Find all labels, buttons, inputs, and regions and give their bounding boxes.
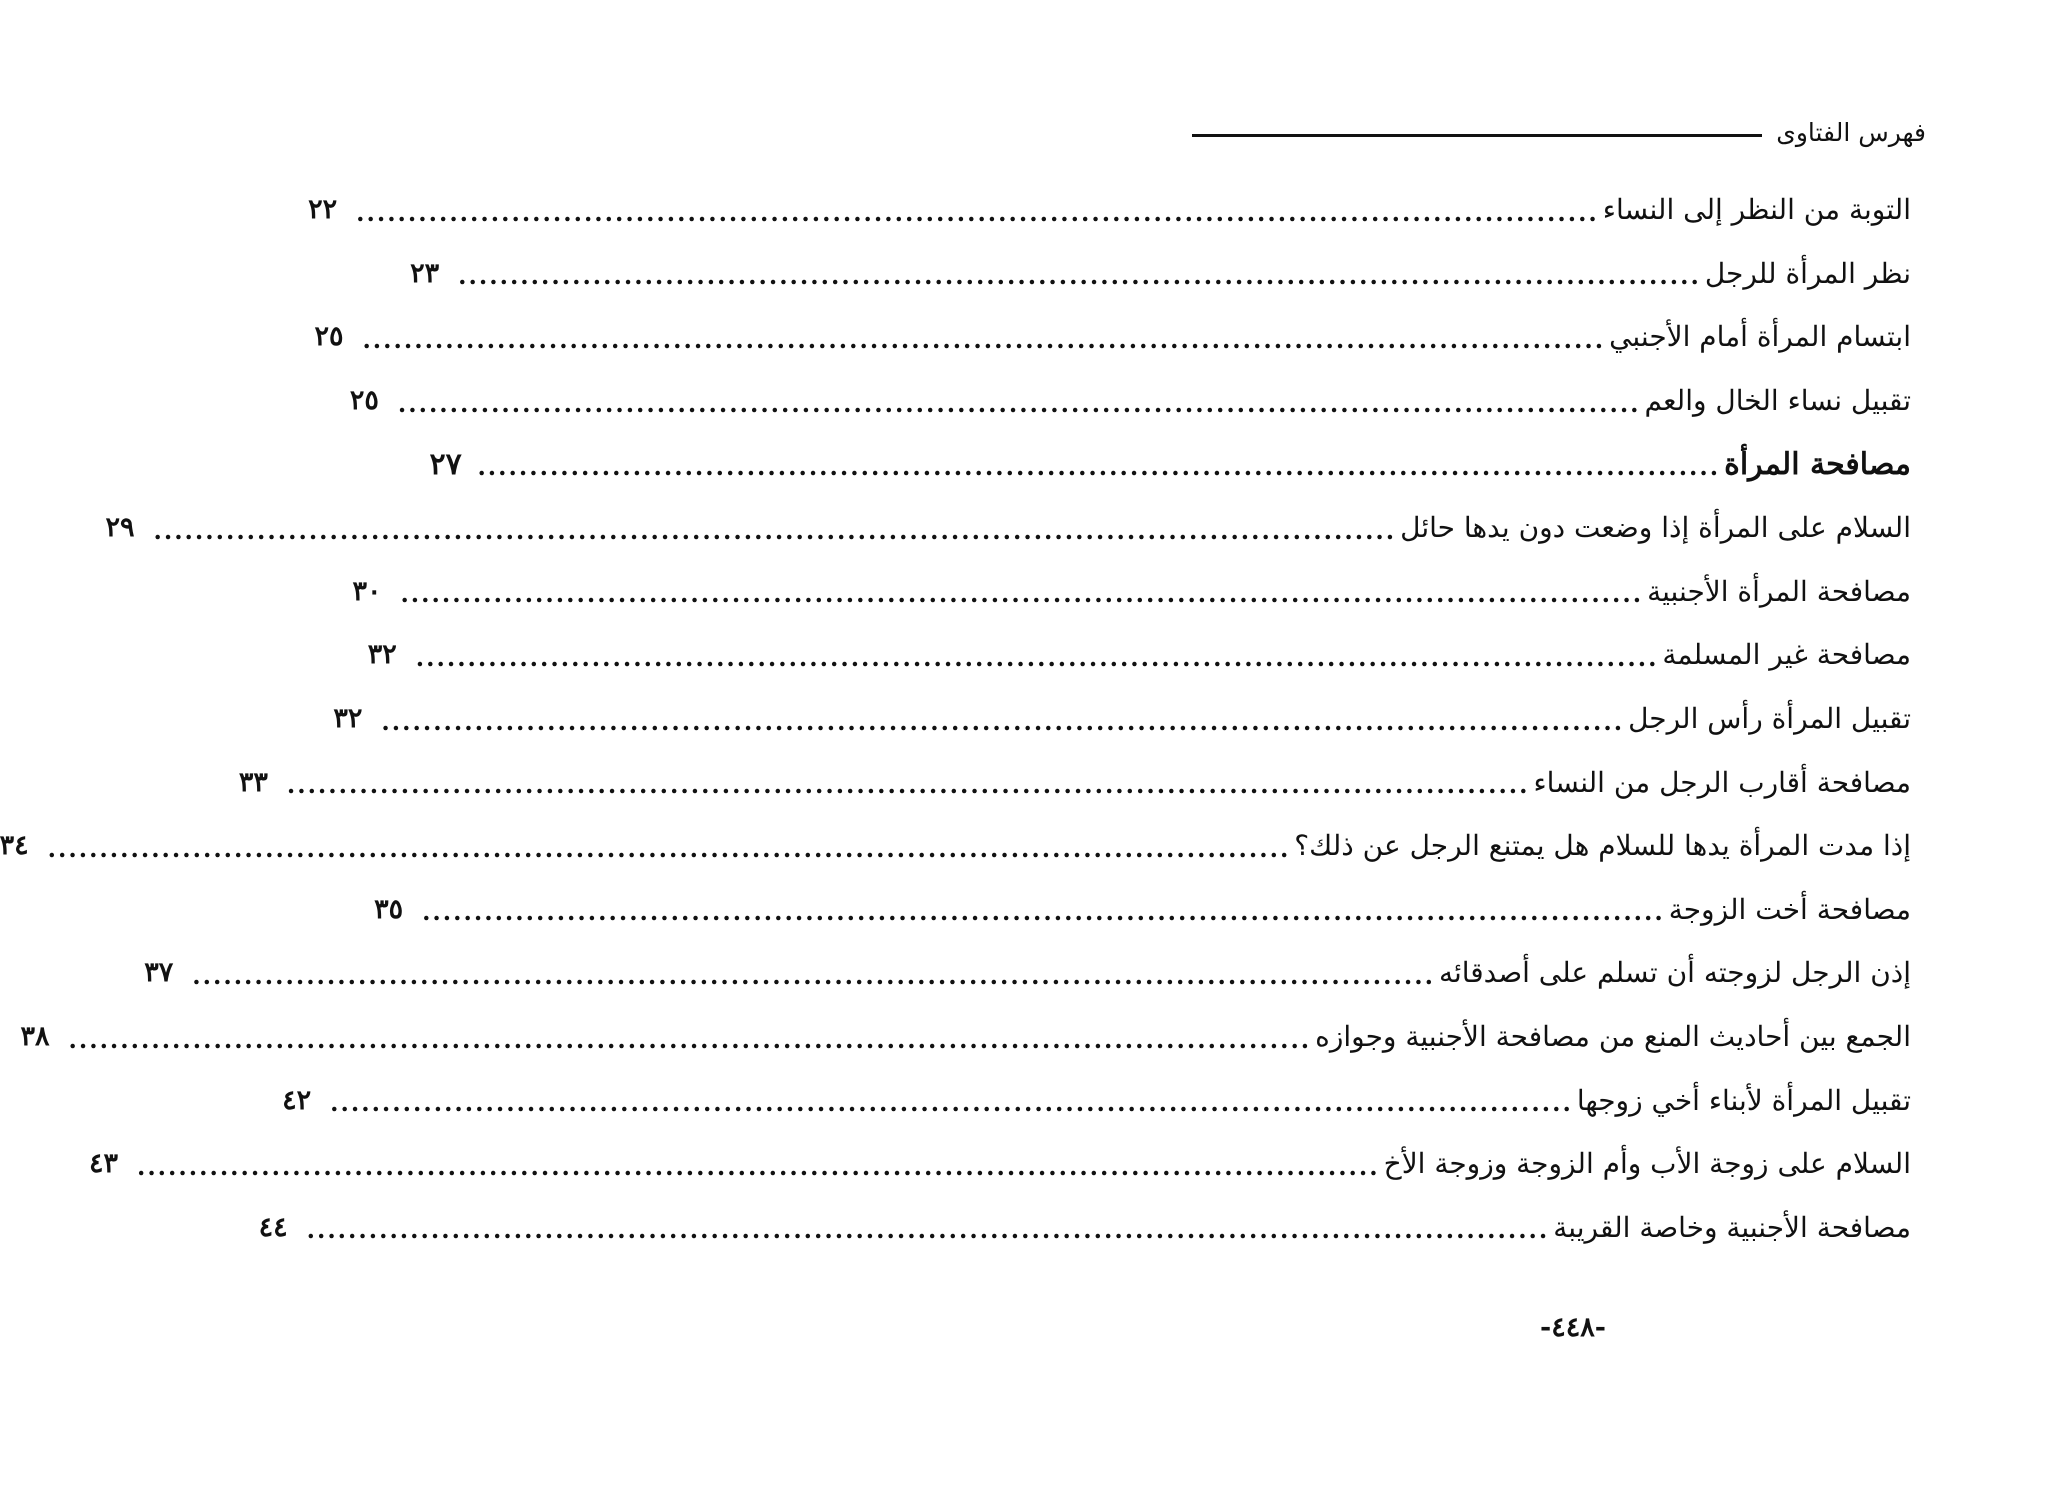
page-number: -٤٤٨- xyxy=(1540,1312,1606,1343)
toc-entry xyxy=(238,750,1911,814)
toc-entry-page: ٢٥ xyxy=(349,385,379,417)
toc-entry-title: مصافحة أقارب الرجل من النساء xyxy=(1533,765,1911,799)
toc-section-heading xyxy=(429,432,1911,496)
toc-entry-page: ٤٤ xyxy=(258,1211,288,1243)
toc-entry xyxy=(144,941,1911,1005)
toc-dot-leader: ........................................................................................................................ xyxy=(356,197,1599,227)
toc-dot-leader: ........................................................................................................................ xyxy=(400,579,1644,609)
toc-entry xyxy=(308,178,1911,242)
header-rule xyxy=(1192,134,1762,137)
toc-entry-page: ٣٢ xyxy=(367,639,397,671)
toc-dot-leader: ........................................................................................................................ xyxy=(381,706,1625,736)
toc-entry-page: ٢٢ xyxy=(308,194,338,226)
toc-entry-page: ٣٨ xyxy=(20,1021,50,1053)
toc-entry-title: مصافحة الأجنبية وخاصة القريبة xyxy=(1553,1210,1911,1244)
toc-entry-page: ٣٠ xyxy=(352,575,382,607)
toc-entry-title: مصافحة المرأة الأجنبية xyxy=(1647,574,1911,608)
toc-entry-title: إذا مدت المرأة يدها للسلام هل يمتنع الرجل عن ذلك؟ xyxy=(1294,829,1911,863)
running-header xyxy=(1192,112,1926,152)
toc-dot-leader: ........................................................................................................................ xyxy=(330,1088,1573,1118)
toc-entry-page: ٤٢ xyxy=(282,1084,312,1116)
toc-entry-title: السلام على المرأة إذا وضعت دون يدها حائل xyxy=(1400,511,1911,545)
toc-entry-title: مصافحة غير المسلمة xyxy=(1662,638,1911,672)
toc-entry-page: ٢٣ xyxy=(410,257,440,289)
toc-entry xyxy=(333,687,1911,751)
toc-entry-title: إذن الرجل لزوجته أن تسلم على أصدقائه xyxy=(1438,956,1911,990)
toc-entry-title: الجمع بين أحاديث المنع من مصافحة الأجنبية وجوازه xyxy=(1315,1020,1911,1054)
toc-entry-title: تقبيل المرأة رأس الرجل xyxy=(1628,702,1911,736)
toc-entry xyxy=(20,1005,1911,1069)
toc-entry-page: ٣٧ xyxy=(144,957,174,989)
toc-dot-leader: ........................................................................................................................ xyxy=(306,1215,1550,1245)
toc-dot-leader: ........................................................................................................................ xyxy=(477,452,1721,482)
toc-entry xyxy=(88,1132,1911,1196)
toc-entry-title: تقبيل نساء الخال والعم xyxy=(1644,384,1911,418)
toc-dot-leader: ........................................................................................................................ xyxy=(47,833,1291,863)
toc-entry xyxy=(349,369,1911,433)
toc-entry xyxy=(258,1196,1911,1260)
toc-dot-leader: ........................................................................................................................ xyxy=(415,642,1659,672)
toc-entry xyxy=(314,305,1911,369)
toc-entry-page: ٢٧ xyxy=(429,446,462,482)
toc-entry-page: ٤٣ xyxy=(88,1148,118,1180)
toc-dot-leader: ........................................................................................................................ xyxy=(397,388,1641,418)
toc-entry-page: ٣٣ xyxy=(238,766,268,798)
header-title: فهرس الفتاوى xyxy=(1776,117,1926,147)
toc-entry-title: السلام على زوجة الأب وأم الزوجة وزوجة الأخ xyxy=(1383,1147,1911,1181)
toc-entry-title: تقبيل المرأة لأبناء أخي زوجها xyxy=(1576,1083,1911,1117)
toc-entry-page: ٣٥ xyxy=(374,893,404,925)
toc-dot-leader: ........................................................................................................................ xyxy=(192,960,1435,990)
toc-entry xyxy=(352,560,1911,624)
toc-dot-leader: ........................................................................................................................ xyxy=(153,515,1397,545)
toc-entry xyxy=(374,878,1911,942)
toc-entry xyxy=(367,623,1911,687)
toc-dot-leader: ........................................................................................................................ xyxy=(286,770,1530,800)
toc-entry xyxy=(0,814,1911,878)
toc-entry xyxy=(282,1068,1911,1132)
toc-dot-leader: ........................................................................................................................ xyxy=(136,1151,1380,1181)
toc-entry-title: ابتسام المرأة أمام الأجنبي xyxy=(1609,320,1911,354)
toc-entry-page: ٣٢ xyxy=(333,703,363,735)
toc-entry-title: التوبة من النظر إلى النساء xyxy=(1602,193,1911,227)
toc-dot-leader: ........................................................................................................................ xyxy=(68,1024,1312,1054)
toc-entry-title: مصافحة أخت الزوجة xyxy=(1668,892,1911,926)
toc-entry xyxy=(410,242,1911,306)
toc-dot-leader: ........................................................................................................................ xyxy=(362,324,1606,354)
toc-entry-page: ٢٥ xyxy=(314,321,344,353)
table-of-contents xyxy=(0,178,1911,1259)
toc-entry-page: ٣٤ xyxy=(0,830,29,862)
toc-entry-title: مصافحة المرأة xyxy=(1724,446,1911,482)
toc-dot-leader: ........................................................................................................................ xyxy=(422,897,1665,927)
toc-dot-leader: ........................................................................................................................ xyxy=(458,261,1701,291)
toc-entry-page: ٢٩ xyxy=(105,512,135,544)
toc-entry xyxy=(105,496,1911,560)
toc-entry-title: نظر المرأة للرجل xyxy=(1704,256,1911,290)
